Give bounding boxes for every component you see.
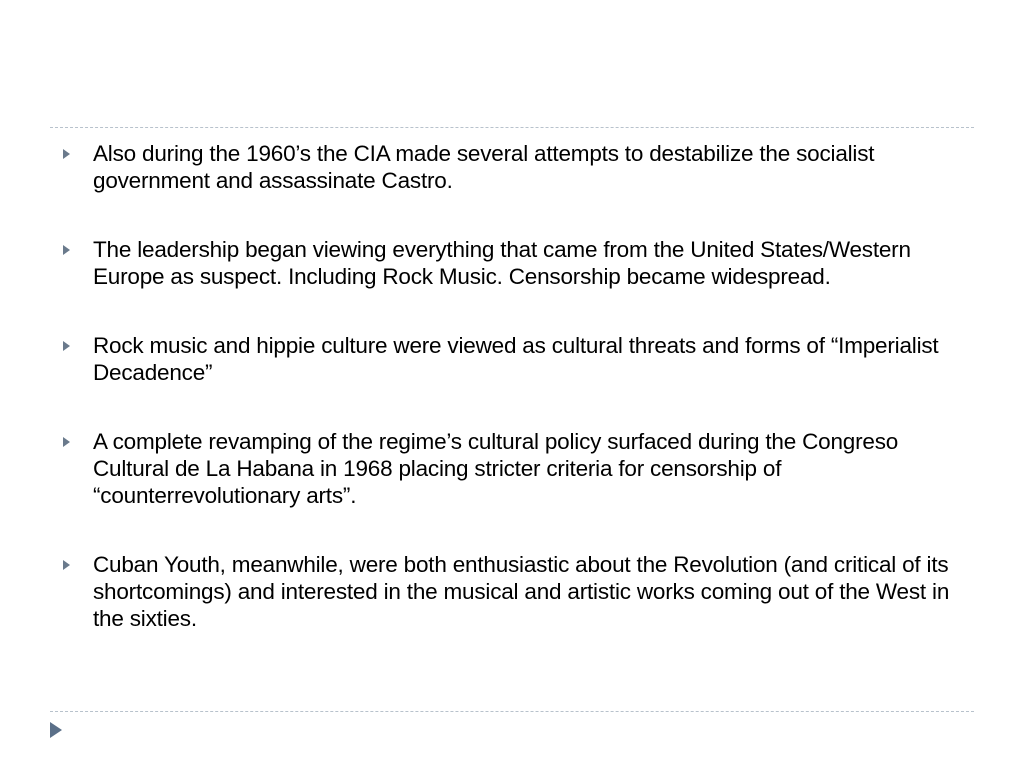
bullet-text: Cuban Youth, meanwhile, were both enthusiastic about the Revolution (and critical of its shortcomings) and interested in the musical and artistic works coming out of the West in the sixties. [93,552,950,631]
bullet-text: A complete revamping of the regime’s cultural policy surfaced during the Congreso Cultural de La Habana in 1968 placing stricter criteria for censorship of “counterrevolutionary arts”. [93,429,899,508]
bullet-item [60,551,970,632]
triangle-right-icon [63,149,70,159]
triangle-right-icon [63,437,70,447]
bullet-item [60,332,970,386]
bullet-text: Rock music and hippie culture were viewed as cultural threats and forms of “Imperialist Decadence” [93,333,939,385]
triangle-right-icon [63,341,70,351]
triangle-right-icon [63,560,70,570]
bottom-divider [50,711,974,712]
top-divider [50,127,974,128]
bullet-item [60,428,970,509]
triangle-right-icon [63,245,70,255]
play-arrow-icon[interactable] [50,722,62,738]
bullet-item [60,140,970,194]
bullet-item [60,236,970,290]
bullet-list [60,140,970,632]
bullet-text: Also during the 1960’s the CIA made several attempts to destabilize the socialist government and assassinate Castro. [93,141,875,193]
slide-content [60,140,970,632]
bullet-text: The leadership began viewing everything that came from the United States/Western Europe as suspect. Including Rock Music. Censorship became widespread. [93,237,911,289]
